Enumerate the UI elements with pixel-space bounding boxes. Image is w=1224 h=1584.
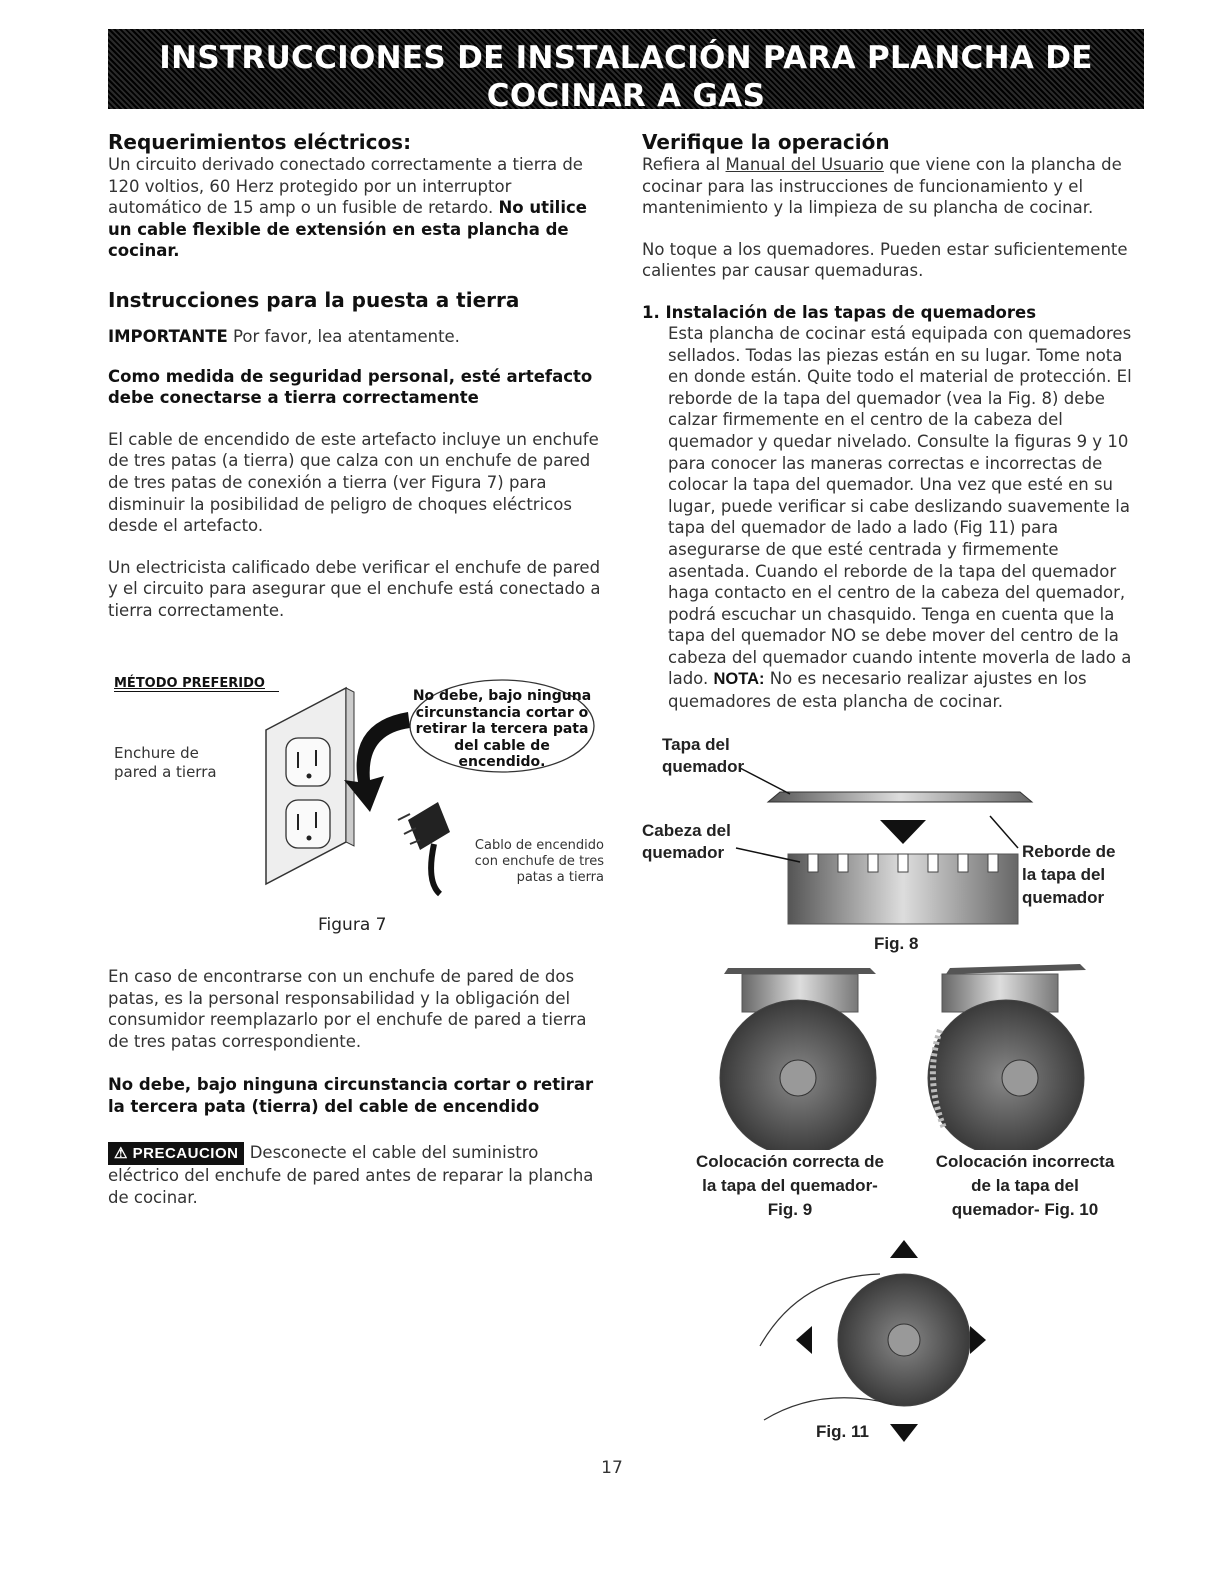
warning-bubble-text: No debe, bajo ninguna circunstancia cortar o retirar la tercera pata del cable de encendido.: [412, 688, 592, 770]
cap-placement-illustrations: [640, 960, 1140, 1150]
electrical-paragraph: [108, 154, 608, 262]
electrical-text: Un circuito derivado conectado correctamente a tierra de 120 voltios, 60 Herz protegido por un interruptor automático de 15 amp o un fusible de retardo.: [108, 155, 583, 218]
page-title: INSTRUCCIONES DE INSTALACIÓN PARA PLANCHA DE COCINAR A GAS: [159, 40, 1093, 114]
outlet-label: Enchure de pared a tierra: [114, 744, 217, 781]
right-column: [642, 130, 1142, 713]
left-column: [108, 130, 608, 622]
important-text: Por favor, lea atentamente.: [232, 326, 460, 346]
caution-text: Desconecte el cable del suministro eléctrico del enchufe de pared antes de reparar la plancha de cocinar.: [108, 1142, 594, 1207]
caution-paragraph: [108, 1142, 608, 1209]
fig10-caption: Colocación incorrecta de la tapa del quemador- Fig. 10: [935, 1152, 1115, 1219]
no-touch-paragraph: No toque a los quemadores. Pueden estar suficientemente calientes par causar quemaduras.: [642, 239, 1128, 281]
slide-test-illustration: [740, 1236, 1000, 1450]
step1-paragraph: Esta plancha de cocinar está equipada con quemadores sellados. Todas las piezas están en su lugar. Tome nota en donde están. Quite todo el material de protección. El reborde de la tapa del quemador (vea la Fig. 8) debe calzar firmemente en el centro de la cabeza del quemador y quedar nivelado. Consulte la figuras 9 y 10 para conocer las maneras correctas e incorrectas de colocar la tapa del quemador. Una vez que esté en su lugar, puede verificar si cabe deslizando suavemente la tapa del quemador de lado a lado (Fig 11) para asegurarse de que esté centrada y firmemente asentada. Cuando el reborde de la tapa del quemador haga contacto en el centro de la cabeza del quemador, podrá escuchar un chasquido. Tenga en cuenta que la tapa del quemador NO se debe mover del centro de la cabeza del quemador cuando intente moverla de lado a lado. NOTA: No es necesario realizar ajustes en los quemadores de esta plancha de cocinar.: [668, 323, 1132, 712]
fig8-caption: Fig. 8: [874, 934, 919, 953]
warning-triangle-icon: ⚠: [114, 1144, 128, 1162]
figure-11: [740, 1236, 1000, 1450]
electrical-warning: No utilice un cable flexible de extensión en esta plancha de cocinar.: [108, 198, 587, 261]
rim-label: Reborde de la tapa del quemador: [1022, 842, 1116, 907]
step1-heading: 1. Instalación de las tapas de quemadores: [642, 302, 1037, 322]
important-label: IMPORTANTE: [108, 326, 228, 346]
cord-paragraph: El cable de encendido de este artefacto incluye un enchufe de tres patas (a tierra) que calza con un enchufe de pared de tres patas de conexión a tierra (ver Figura 7) para disminuir la posibilidad de peligro de choques eléctricos desde el artefacto.: [108, 429, 599, 536]
page-number: 17: [601, 1458, 623, 1478]
caution-badge: ⚠ PRECAUCION: [108, 1142, 244, 1166]
verify-paragraph: Refiera al Manual del Usuario que viene con la plancha de cocinar para las instrucciones de funcionamiento y el mantenimiento y la limpieza de su plancha de cocinar.: [642, 155, 1122, 218]
safety-statement: Como medida de seguridad personal, esté artefacto debe conectarse a tierra correctamente: [108, 366, 593, 408]
cap-label: Tapa del quemador: [662, 735, 745, 776]
cord-label: Cablo de encendido con enchufe de tres patas a tierra: [474, 838, 604, 885]
electrician-paragraph: Un electricista calificado debe verificar el enchufe de pared y el circuito para asegurar que el enchufe está conectado a tierra correctamente.: [108, 557, 601, 620]
manual-link[interactable]: Manual del Usuario: [725, 155, 884, 174]
verify-heading: Verifique la operación: [642, 130, 890, 154]
important-paragraph: [108, 326, 608, 348]
electrical-heading: Requerimientos eléctricos:: [108, 130, 412, 154]
head-label: Cabeza del quemador: [642, 821, 731, 862]
title-banner: [108, 29, 1144, 133]
fig11-caption: Fig. 11: [816, 1422, 869, 1441]
page-subtitle: (Para modelos de 30 & 36): [520, 117, 731, 133]
preferred-method-label: MÉTODO PREFERIDO: [114, 676, 279, 692]
grounding-heading: Instrucciones para la puesta a tierra: [108, 287, 520, 312]
left-column-lower: [108, 966, 608, 1208]
figure-7: [108, 672, 608, 942]
nota-label: NOTA:: [713, 670, 765, 689]
figures-9-10: [640, 960, 1140, 1230]
figure-7-caption: Figura 7: [318, 915, 387, 935]
two-prong-paragraph: En caso de encontrarse con un enchufe de pared de dos patas, es la personal responsabilidad y la obligación del consumidor reemplazarlo por el enchufe de pared a tierra de tres patas correspondiente.: [108, 967, 587, 1051]
figure-8: [640, 730, 1140, 960]
fig9-caption: Colocación correcta de la tapa del quemador- Fig. 9: [695, 1152, 884, 1219]
never-cut-warning: No debe, bajo ninguna circunstancia cortar o retirar la tercera pata (tierra) del cable de encendido: [108, 1075, 594, 1116]
